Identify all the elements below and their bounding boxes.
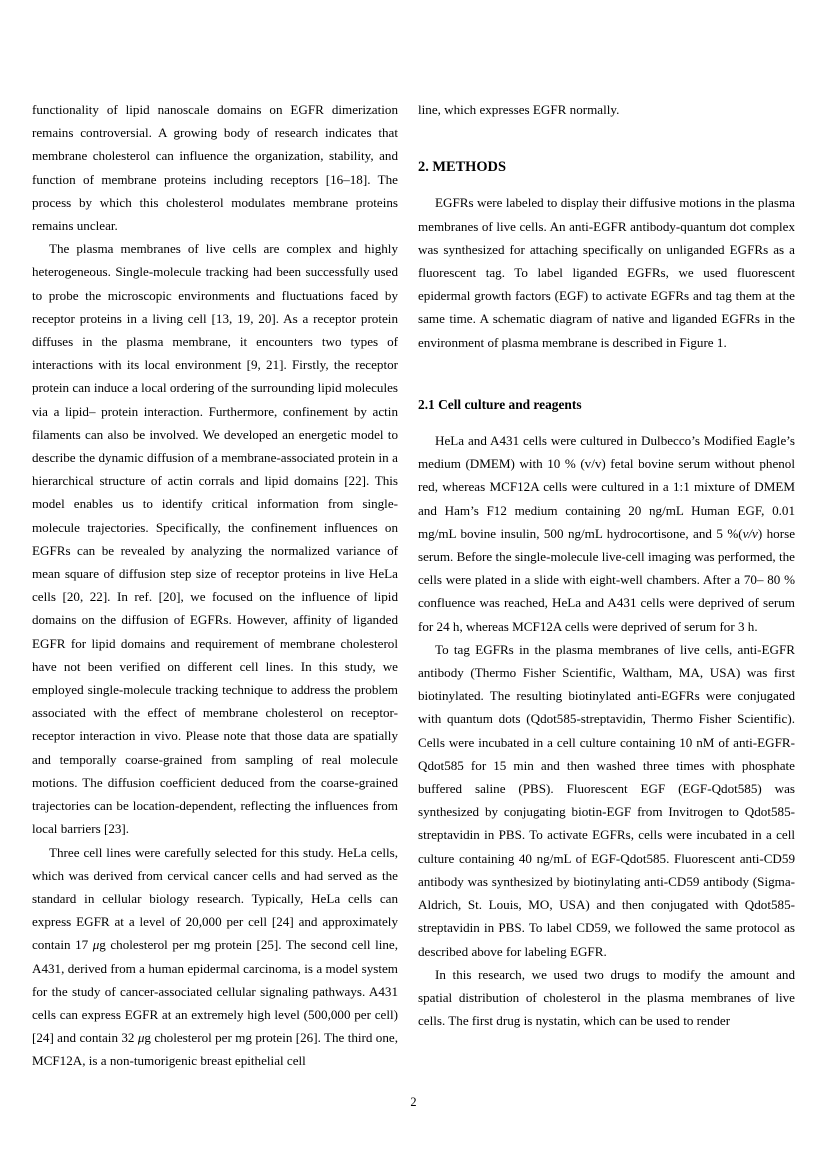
italic-run: v/v xyxy=(742,525,758,541)
paragraph: In this research, we used two drugs to modify the amount and spatial distribution of cholesterol in the plasma membranes of live cells. The first drug is nystatin, which can be used to render xyxy=(418,966,795,1029)
paragraph: functionality of lipid nanoscale domains on EGFR dimerization remains controversial. A growing body of research indicates that membrane cholesterol can influence the organization, stability, and function of membrane proteins including receptors [16–18]. The process by which this cholesterol modulates membrane proteins remains unclear. xyxy=(32,102,398,234)
paragraph: HeLa and A431 cells were cultured in Dulbecco’s Modified Eagle’s medium (DMEM) with 10 % (v/v) fetal bovine serum without phenol red, whereas MCF12A cells were cultured in a 1:1 mixture of DMEM and Ham’s F12 medium containing 20 ng/mL Human EGF, 0.01 mg/mL bovine insulin, 500 ng/mL hydrocortisone, and 5 %(v/v) horse serum. Before the single-molecule live-cell imaging was performed, the cells were plated in a slide with eight-well chambers. After a 70– 80 % confluence was reached, HeLa and A431 cells were deprived of serum for 24 h, whereas MCF12A cells were deprived of serum for 3 h. xyxy=(418,433,796,634)
subsection-heading-cell-culture-and-reagents: 2.1 Cell culture and reagents xyxy=(418,396,582,412)
micro-symbol: μ xyxy=(92,937,100,953)
spacer xyxy=(418,354,795,393)
micro-symbol: μ xyxy=(137,1030,145,1046)
paragraph: EGFRs were labeled to display their diffusive motions in the plasma membranes of live cells. An anti-EGFR antibody-quantum dot complex was synthesized for attaching specifically on unliganded EGFRs as a fluorescent tag. To label liganded EGFRs, we used fluorescent epidermal growth factors (EGF) to activate EGFRs and tag them at the same time. A schematic diagram of native and liganded EGFRs in the environment of plasma membrane is described in Figure 1. xyxy=(418,195,795,350)
paragraph: Three cell lines were carefully selected for this study. HeLa cells, which was derived from cervical cancer cells and had served as the standard in cellular biology research. Typically, HeLa cells can express EGFR at a level of 20,000 per cell [24] and approximately contain 17 μg cholesterol per mg protein [25]. The second cell line, A431, derived from a human epidermal carcinoma, is a model system for the study of cancer-associated cellular signaling pathways. A431 cells can express EGFR at an extremely high level (500,000 per cell) [24] and contain 32 μg cholesterol per mg protein [26]. The third one, MCF12A, is a non-tumorigenic breast epithelial cell xyxy=(32,844,398,1069)
spacer xyxy=(418,416,795,429)
spacer xyxy=(418,179,795,191)
left-column xyxy=(32,98,398,1073)
paragraph: line, which expresses EGFR normally. xyxy=(418,102,620,117)
right-column xyxy=(418,98,795,1032)
section-heading-methods: 2. METHODS xyxy=(418,159,506,176)
page-number: 2 xyxy=(410,1095,417,1109)
paragraph: To tag EGFRs in the plasma membranes of live cells, anti-EGFR antibody (Thermo Fisher Scientific, Waltham, MA, USA) was first biotinylated. The resulting biotinylated anti-EGFRs were conjugated with quantum dots (Qdot585-streptavidin, Thermo Fisher Scientific). Cells were incubated in a cell culture containing 10 nM of anti-EGFR-Qdot585 for 15 min and then washed three times with phosphate buffered saline (PBS). Fluorescent EGF (EGF-Qdot585) was synthesized by conjugating biotin-EGF from Invitrogen to Qdot585-streptavidin in PBS. To activate EGFRs, cells were incubated in a cell culture containing 40 ng/mL of EGF-Qdot585. Fluorescent anti-CD59 antibody was synthesized by biotinylating anti-CD59 antibody (Sigma-Aldrich, St. Louis, MO, USA) and then conjugated with Qdot585-streptavidin in PBS. To label CD59, we followed the same protocol as described above for labeling EGFR. xyxy=(418,641,795,959)
spacer xyxy=(418,121,795,156)
paragraph: The plasma membranes of live cells are complex and highly heterogeneous. Single-molecule tracking had been successfully used to probe the microscopic environments and fluctuations faced by receptor proteins in a living cell [13, 19, 20]. As a receptor protein diffuses in the plasma membrane, it encounters two types of interactions with its local environment [9, 21]. Firstly, the receptor protein can induce a local ordering of the surrounding lipid molecules via a lipid– protein interaction. Furthermore, confinement by actin filaments can also be involved. We developed an energetic model to describe the dynamic diffusion of a membrane-associated protein in a hierarchical structure of actin corrals and lipid domains [22]. This model enables us to identify critical information from single-molecule trajectories. Specifically, the confinement influences on EGFRs can be revealed by analyzing the normalized variance of mean square of diffusion step size of receptor proteins in live HeLa cells [20, 22]. In ref. [20], we focused on the influence of lipid domains on the diffusion of EGFRs. However, affinity of liganded EGFR for lipid domains and requirement of membrane cholesterol have not been verified on different cell lines. In this study, we employed single-molecule tracking technique to address the problem associated with the effect of membrane cholesterol on receptor-receptor interaction in vivo. Please note that those data are spatially and temporally coarse-grained from sampling of real molecule motions. The diffusion coefficient deduced from the coarse-grained trajectories can be location-dependent, reflecting the influences from local barriers [23]. xyxy=(32,241,398,837)
two-column-body xyxy=(32,98,795,1088)
